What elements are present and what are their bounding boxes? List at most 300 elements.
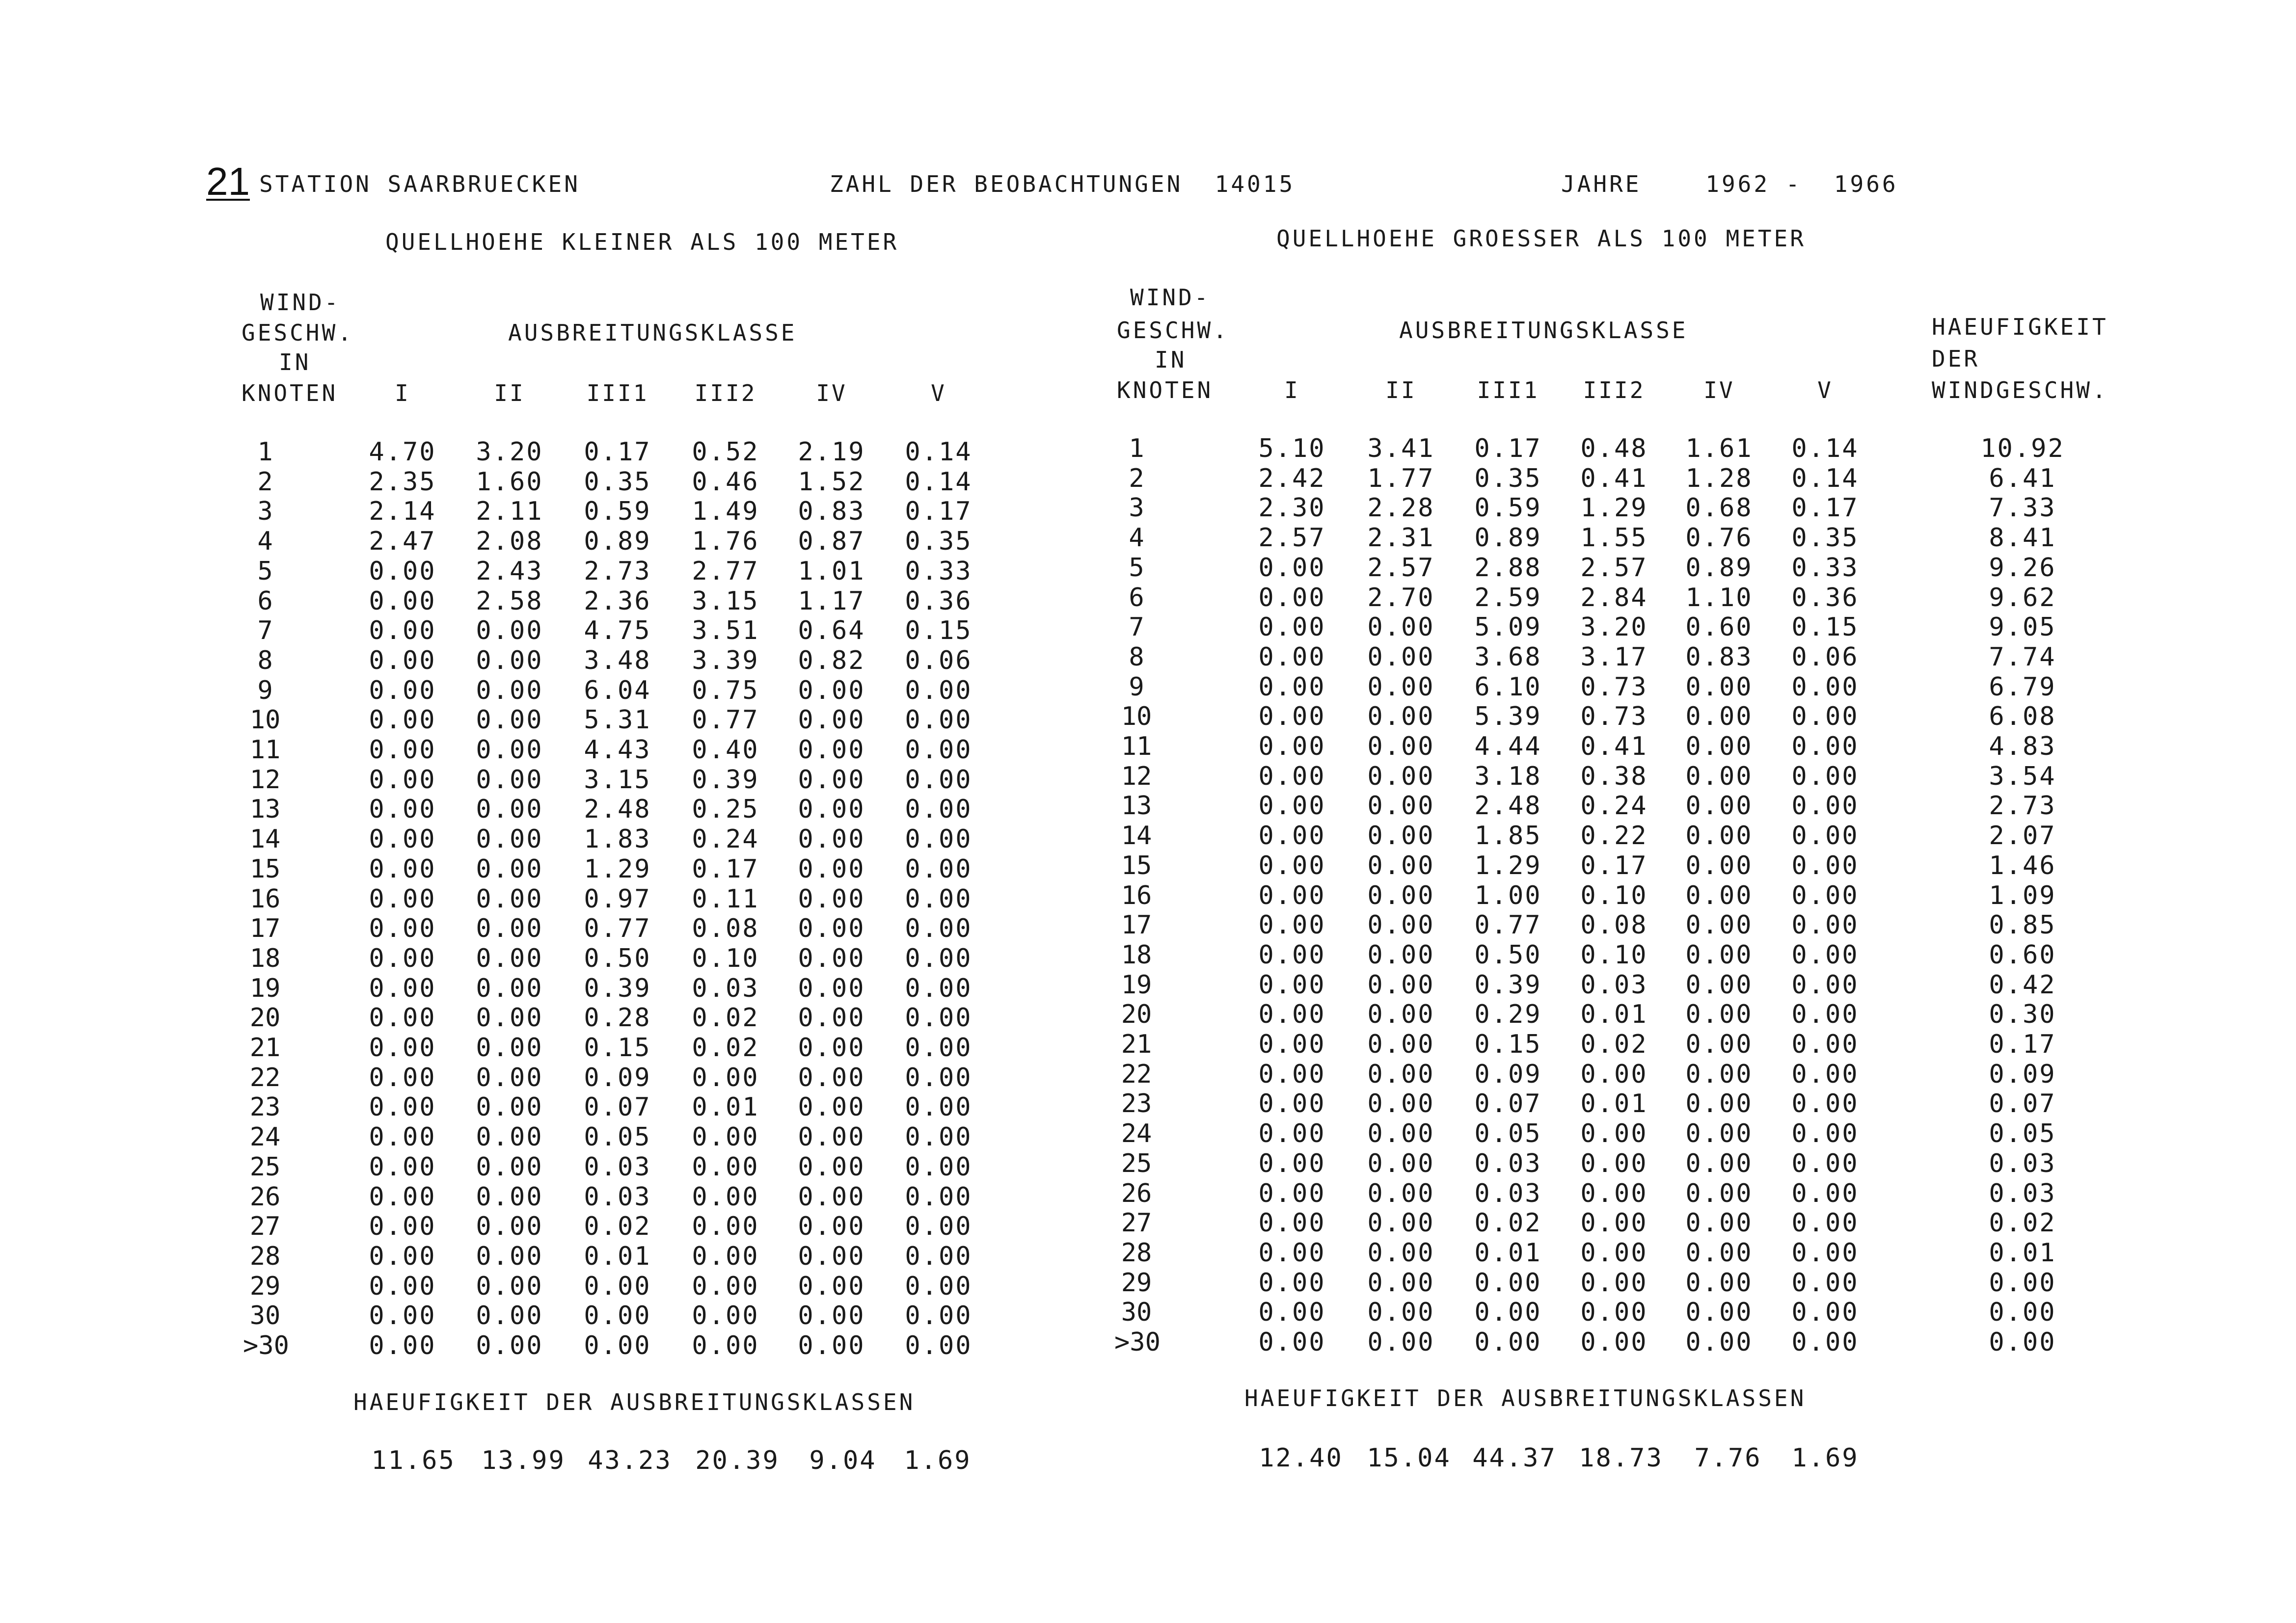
class-value-cell: 0.00 (798, 944, 865, 973)
class-value-cell: 2.57 (1258, 523, 1326, 553)
wind-frequency-cell: 0.00 (1989, 1328, 2056, 1357)
class-value-cell: 1.76 (692, 527, 759, 556)
class-value-cell: 1.00 (1474, 881, 1542, 910)
class-value-cell: 0.00 (369, 1331, 436, 1360)
class-value-cell: 0.00 (369, 854, 436, 884)
class-value-cell: 0.00 (798, 825, 865, 854)
class-value-cell: 0.00 (905, 1272, 972, 1301)
left-wind-header-3: IN (279, 349, 311, 375)
wind-speed-cell: 22 (249, 1063, 281, 1092)
class-value-cell: 0.00 (369, 616, 436, 645)
class-value-cell: 0.00 (369, 1092, 436, 1122)
class-value-cell: 0.02 (1580, 1030, 1648, 1059)
class-value-cell: 0.00 (905, 1212, 972, 1241)
class-value-cell: 0.00 (1685, 1298, 1753, 1327)
class-value-cell: 0.17 (1791, 493, 1859, 523)
column-header-iii2: III2 (1583, 377, 1646, 403)
class-value-cell: 0.00 (1791, 881, 1859, 910)
class-value-cell: 0.00 (1685, 1119, 1753, 1148)
class-value-cell: 0.03 (584, 1152, 651, 1182)
wind-speed-cell: 9 (257, 676, 273, 705)
class-value-cell: 0.83 (798, 497, 865, 526)
class-value-cell: 0.00 (1367, 1298, 1435, 1327)
column-header-i: I (1284, 377, 1300, 403)
class-value-cell: 0.00 (1791, 970, 1859, 1000)
wind-frequency-cell: 9.05 (1989, 612, 2056, 642)
class-value-cell: 0.00 (1791, 851, 1859, 880)
class-value-cell: 0.00 (905, 1122, 972, 1152)
wind-speed-cell: 26 (249, 1182, 281, 1212)
class-value-cell: 0.00 (798, 1212, 865, 1241)
class-value-cell: 2.48 (584, 795, 651, 824)
wind-speed-cell: 22 (1121, 1060, 1152, 1089)
class-value-cell: 3.48 (584, 646, 651, 675)
station-name: STATION SAARBRUECKEN (259, 171, 580, 197)
class-value-cell: 0.00 (1685, 1089, 1753, 1118)
class-value-cell: 0.00 (1685, 940, 1753, 970)
class-value-cell: 0.00 (369, 586, 436, 616)
class-value-cell: 0.00 (1791, 1208, 1859, 1238)
wind-speed-cell: 29 (1121, 1268, 1152, 1298)
class-value-cell: 0.00 (692, 1063, 759, 1092)
class-value-cell: 0.39 (584, 974, 651, 1003)
class-value-cell: 0.00 (476, 1212, 543, 1241)
class-value-cell: 0.15 (584, 1033, 651, 1063)
class-value-cell: 0.00 (369, 735, 436, 765)
class-value-cell: 2.36 (584, 586, 651, 616)
class-value-cell: 3.18 (1474, 762, 1542, 791)
class-value-cell: 0.00 (369, 884, 436, 914)
class-value-cell: 0.00 (798, 1152, 865, 1182)
wind-speed-cell: 16 (1121, 881, 1152, 910)
class-total-cell: 15.04 (1367, 1443, 1451, 1473)
class-value-cell: 0.00 (1258, 1328, 1326, 1357)
class-value-cell: 0.00 (798, 765, 865, 795)
class-value-cell: 0.02 (692, 1003, 759, 1033)
class-value-cell: 0.00 (1791, 940, 1859, 970)
class-value-cell: 0.00 (369, 1003, 436, 1033)
class-value-cell: 0.35 (1474, 464, 1542, 493)
class-value-cell: 0.00 (369, 1182, 436, 1212)
wind-speed-cell: 1 (257, 437, 273, 467)
class-value-cell: 0.00 (798, 1301, 865, 1330)
wind-frequency-cell: 0.17 (1989, 1030, 2056, 1059)
class-value-cell: 0.00 (1685, 1208, 1753, 1238)
class-value-cell: 0.00 (369, 1272, 436, 1301)
class-total-cell: 1.69 (1791, 1443, 1859, 1473)
class-value-cell: 2.59 (1474, 583, 1542, 612)
class-value-cell: 0.28 (584, 1003, 651, 1033)
class-value-cell: 0.00 (798, 1182, 865, 1212)
column-header-iii1: III1 (586, 380, 649, 406)
class-value-cell: 0.00 (1791, 1328, 1859, 1357)
wind-speed-cell: >30 (243, 1331, 289, 1360)
wind-speed-cell: 27 (1121, 1208, 1152, 1238)
class-value-cell: 0.00 (1367, 702, 1435, 731)
class-value-cell: 1.29 (1474, 851, 1542, 880)
wind-speed-cell: 8 (257, 646, 273, 675)
class-value-cell: 0.00 (369, 705, 436, 735)
class-value-cell: 0.00 (798, 1003, 865, 1033)
class-value-cell: 0.00 (476, 1063, 543, 1092)
class-value-cell: 0.00 (1685, 702, 1753, 731)
wind-speed-cell: 18 (249, 944, 281, 973)
right-wind-header-2: GESCHW. (1117, 317, 1229, 344)
wind-frequency-cell: 8.41 (1989, 523, 2056, 553)
class-value-cell: 3.39 (692, 646, 759, 675)
class-value-cell: 0.14 (1791, 434, 1859, 463)
right-class-header: AUSBREITUNGSKLASSE (1399, 317, 1688, 344)
wind-speed-cell: 24 (1121, 1119, 1152, 1148)
wind-frequency-cell: 0.09 (1989, 1060, 2056, 1089)
class-value-cell: 0.00 (1580, 1060, 1648, 1089)
class-value-cell: 0.00 (1685, 1179, 1753, 1208)
class-value-cell: 0.00 (584, 1272, 651, 1301)
class-value-cell: 0.00 (476, 735, 543, 765)
class-value-cell: 0.00 (476, 1242, 543, 1271)
class-value-cell: 0.02 (692, 1033, 759, 1063)
wind-frequency-cell: 0.01 (1989, 1238, 2056, 1268)
class-value-cell: 0.00 (1367, 1119, 1435, 1148)
observation-count: ZAHL DER BEOBACHTUNGEN 14015 (830, 171, 1296, 197)
class-value-cell: 0.02 (1474, 1208, 1542, 1238)
class-value-cell: 0.00 (1258, 1119, 1326, 1148)
class-value-cell: 0.00 (905, 705, 972, 735)
class-value-cell: 1.29 (1580, 493, 1648, 523)
wind-speed-cell: 19 (249, 974, 281, 1003)
class-value-cell: 0.00 (798, 1033, 865, 1063)
right-wind-header-4: KNOTEN (1117, 377, 1214, 403)
right-wind-header-3: IN (1155, 346, 1187, 373)
class-value-cell: 0.09 (584, 1063, 651, 1092)
class-value-cell: 0.00 (1258, 1179, 1326, 1208)
class-value-cell: 0.68 (1685, 493, 1753, 523)
wind-frequency-cell: 0.60 (1989, 940, 2056, 970)
class-value-cell: 0.00 (798, 974, 865, 1003)
class-value-cell: 0.00 (1258, 702, 1326, 731)
wind-speed-cell: 28 (1121, 1238, 1152, 1268)
class-value-cell: 0.00 (1685, 1060, 1753, 1089)
class-value-cell: 0.00 (1258, 851, 1326, 880)
class-value-cell: 0.00 (1685, 1149, 1753, 1178)
class-value-cell: 0.00 (1474, 1328, 1542, 1357)
class-value-cell: 0.00 (1258, 910, 1326, 940)
class-value-cell: 0.03 (692, 974, 759, 1003)
class-value-cell: 0.00 (476, 1272, 543, 1301)
class-value-cell: 0.00 (476, 884, 543, 914)
wind-speed-cell: 15 (1121, 851, 1152, 880)
class-value-cell: 0.59 (1474, 493, 1542, 523)
class-value-cell: 2.57 (1580, 553, 1648, 583)
class-value-cell: 0.48 (1580, 434, 1648, 463)
class-value-cell: 0.15 (1791, 612, 1859, 642)
class-value-cell: 0.11 (692, 884, 759, 914)
class-value-cell: 0.08 (692, 914, 759, 943)
class-value-cell: 2.28 (1367, 493, 1435, 523)
class-total-cell: 12.40 (1259, 1443, 1343, 1473)
wind-speed-cell: 16 (249, 884, 281, 914)
class-value-cell: 0.00 (1474, 1268, 1542, 1298)
class-value-cell: 0.00 (1367, 1208, 1435, 1238)
class-value-cell: 0.59 (584, 497, 651, 526)
class-value-cell: 2.77 (692, 557, 759, 586)
class-value-cell: 0.00 (798, 1331, 865, 1360)
class-value-cell: 0.00 (369, 1242, 436, 1271)
class-value-cell: 0.17 (692, 854, 759, 884)
class-value-cell: 0.00 (1367, 672, 1435, 702)
class-value-cell: 0.00 (1258, 1298, 1326, 1327)
wind-frequency-cell: 0.85 (1989, 910, 2056, 940)
class-value-cell: 0.00 (1367, 1328, 1435, 1357)
class-value-cell: 1.61 (1685, 434, 1753, 463)
wind-frequency-cell: 0.05 (1989, 1119, 2056, 1148)
wind-speed-cell: 21 (249, 1033, 281, 1063)
wind-speed-cell: 10 (249, 705, 281, 735)
wind-frequency-cell: 0.07 (1989, 1089, 2056, 1118)
class-value-cell: 0.00 (905, 1182, 972, 1212)
class-value-cell: 0.00 (905, 1331, 972, 1360)
class-total-cell: 44.37 (1472, 1443, 1557, 1473)
wind-frequency-cell: 0.42 (1989, 970, 2056, 1000)
wind-frequency-cell: 2.07 (1989, 821, 2056, 851)
class-value-cell: 1.10 (1685, 583, 1753, 612)
class-value-cell: 0.25 (692, 795, 759, 824)
page-number: 21 (206, 160, 250, 203)
class-value-cell: 2.42 (1258, 464, 1326, 493)
class-value-cell: 0.00 (1580, 1268, 1648, 1298)
class-value-cell: 0.00 (905, 854, 972, 884)
class-value-cell: 0.29 (1474, 1000, 1542, 1029)
wind-speed-cell: 17 (1121, 910, 1152, 940)
class-value-cell: 0.00 (1367, 1089, 1435, 1118)
wind-frequency-cell: 0.03 (1989, 1179, 2056, 1208)
class-value-cell: 0.50 (1474, 940, 1542, 970)
class-value-cell: 0.00 (369, 795, 436, 824)
class-value-cell: 0.00 (798, 705, 865, 735)
class-value-cell: 0.00 (1474, 1298, 1542, 1327)
wind-speed-cell: 11 (249, 735, 281, 765)
left-wind-header-1: WIND- (260, 289, 341, 316)
class-value-cell: 1.01 (798, 557, 865, 586)
wind-frequency-cell: 10.92 (1980, 434, 2065, 463)
class-value-cell: 0.00 (369, 974, 436, 1003)
year-range: JAHRE 1962 - 1966 (1561, 171, 1898, 197)
class-value-cell: 0.00 (369, 1033, 436, 1063)
class-value-cell: 0.50 (584, 944, 651, 973)
class-value-cell: 0.00 (1258, 1000, 1326, 1029)
class-value-cell: 0.00 (1791, 1060, 1859, 1089)
wind-speed-cell: 26 (1121, 1179, 1152, 1208)
class-value-cell: 0.00 (905, 1063, 972, 1092)
class-value-cell: 0.00 (1685, 1268, 1753, 1298)
class-value-cell: 0.00 (798, 1063, 865, 1092)
class-value-cell: 0.14 (905, 437, 972, 467)
class-value-cell: 1.28 (1685, 464, 1753, 493)
class-value-cell: 0.00 (1791, 1089, 1859, 1118)
class-value-cell: 0.00 (476, 765, 543, 795)
class-value-cell: 0.00 (1685, 672, 1753, 702)
class-value-cell: 5.31 (584, 705, 651, 735)
class-value-cell: 0.00 (369, 1212, 436, 1241)
class-value-cell: 0.00 (1258, 791, 1326, 821)
class-value-cell: 0.00 (905, 914, 972, 943)
wind-speed-cell: 19 (1121, 970, 1152, 1000)
wind-speed-cell: 4 (1129, 523, 1144, 553)
class-value-cell: 5.39 (1474, 702, 1542, 731)
class-value-cell: 0.05 (584, 1122, 651, 1152)
class-value-cell: 0.00 (1258, 672, 1326, 702)
class-value-cell: 0.00 (1367, 791, 1435, 821)
class-value-cell: 0.00 (1580, 1179, 1648, 1208)
class-value-cell: 2.11 (476, 497, 543, 526)
wind-frequency-cell: 0.00 (1989, 1298, 2056, 1327)
class-value-cell: 0.38 (1580, 762, 1648, 791)
class-value-cell: 0.00 (692, 1212, 759, 1241)
class-value-cell: 0.00 (1580, 1238, 1648, 1268)
wind-speed-cell: 11 (1121, 732, 1152, 761)
class-value-cell: 0.05 (1474, 1119, 1542, 1148)
class-value-cell: 0.00 (1367, 851, 1435, 880)
class-value-cell: 0.00 (692, 1331, 759, 1360)
class-value-cell: 0.02 (584, 1212, 651, 1241)
class-value-cell: 0.00 (1258, 612, 1326, 642)
class-value-cell: 0.00 (1685, 881, 1753, 910)
class-value-cell: 0.00 (905, 795, 972, 824)
class-value-cell: 0.73 (1580, 702, 1648, 731)
wind-speed-cell: 17 (249, 914, 281, 943)
class-value-cell: 0.77 (584, 914, 651, 943)
class-value-cell: 0.00 (905, 735, 972, 765)
class-value-cell: 0.00 (476, 854, 543, 884)
class-value-cell: 3.17 (1580, 642, 1648, 672)
class-value-cell: 0.39 (1474, 970, 1542, 1000)
class-value-cell: 0.00 (369, 1301, 436, 1330)
wind-frequency-cell: 2.73 (1989, 791, 2056, 821)
class-value-cell: 0.24 (1580, 791, 1648, 821)
class-value-cell: 0.15 (905, 616, 972, 645)
class-value-cell: 0.60 (1685, 612, 1753, 642)
wind-frequency-cell: 6.79 (1989, 672, 2056, 702)
class-value-cell: 0.89 (1685, 553, 1753, 583)
wind-speed-cell: 23 (249, 1092, 281, 1122)
wind-speed-cell: 4 (257, 527, 273, 556)
class-value-cell: 0.01 (584, 1242, 651, 1271)
class-value-cell: 0.00 (1791, 702, 1859, 731)
class-value-cell: 0.24 (692, 825, 759, 854)
class-value-cell: 0.00 (476, 1033, 543, 1063)
class-value-cell: 0.00 (369, 944, 436, 973)
class-value-cell: 0.14 (905, 467, 972, 497)
class-value-cell: 0.17 (1580, 851, 1648, 880)
class-value-cell: 0.00 (476, 616, 543, 645)
class-value-cell: 0.06 (1791, 642, 1859, 672)
wind-speed-cell: 5 (1129, 553, 1144, 583)
class-value-cell: 0.77 (1474, 910, 1542, 940)
class-value-cell: 1.17 (798, 586, 865, 616)
wind-speed-cell: 7 (1129, 612, 1144, 642)
class-value-cell: 1.52 (798, 467, 865, 497)
class-value-cell: 0.00 (1367, 642, 1435, 672)
class-value-cell: 0.00 (1685, 762, 1753, 791)
class-value-cell: 1.55 (1580, 523, 1648, 553)
class-value-cell: 4.43 (584, 735, 651, 765)
wind-speed-cell: 21 (1121, 1030, 1152, 1059)
wind-speed-cell: 25 (1121, 1149, 1152, 1178)
wind-speed-cell: 28 (249, 1242, 281, 1271)
class-value-cell: 2.30 (1258, 493, 1326, 523)
column-header-ii: II (494, 380, 525, 406)
class-total-cell: 18.73 (1579, 1443, 1663, 1473)
class-value-cell: 0.00 (1258, 940, 1326, 970)
class-value-cell: 0.00 (1685, 1328, 1753, 1357)
wind-speed-cell: 13 (1121, 791, 1152, 821)
wind-speed-cell: 6 (257, 586, 273, 616)
class-total-cell: 7.76 (1694, 1443, 1762, 1473)
wind-speed-cell: 2 (257, 467, 273, 497)
wind-speed-cell: 25 (249, 1152, 281, 1182)
wind-frequency-cell: 1.09 (1989, 881, 2056, 910)
wind-speed-cell: 6 (1129, 583, 1144, 612)
class-value-cell: 0.97 (584, 884, 651, 914)
class-value-cell: 0.08 (1580, 910, 1648, 940)
class-value-cell: 0.01 (1474, 1238, 1542, 1268)
class-value-cell: 0.00 (1258, 1149, 1326, 1178)
class-value-cell: 0.00 (905, 944, 972, 973)
class-value-cell: 0.00 (1685, 1030, 1753, 1059)
class-value-cell: 0.00 (584, 1301, 651, 1330)
class-value-cell: 0.00 (1580, 1119, 1648, 1148)
wind-speed-cell: 15 (249, 854, 281, 884)
class-value-cell: 4.70 (369, 437, 436, 467)
wind-speed-cell: 20 (249, 1003, 281, 1033)
class-value-cell: 0.00 (1685, 1238, 1753, 1268)
class-value-cell: 2.47 (369, 527, 436, 556)
class-value-cell: 0.00 (1258, 1030, 1326, 1059)
right-section-title: QUELLHOEHE GROESSER ALS 100 METER (1276, 225, 1806, 252)
class-value-cell: 0.00 (692, 1122, 759, 1152)
class-value-cell: 0.00 (798, 884, 865, 914)
class-value-cell: 0.03 (1474, 1149, 1542, 1178)
column-header-ii: II (1385, 377, 1417, 403)
class-value-cell: 2.43 (476, 557, 543, 586)
wind-speed-cell: 8 (1129, 642, 1144, 672)
class-value-cell: 0.00 (476, 676, 543, 705)
class-value-cell: 0.00 (798, 1242, 865, 1271)
class-value-cell: 0.00 (476, 914, 543, 943)
wind-frequency-cell: 7.74 (1989, 642, 2056, 672)
class-total-cell: 1.69 (904, 1446, 972, 1475)
wind-speed-cell: 10 (1121, 702, 1152, 731)
class-value-cell: 0.00 (476, 795, 543, 824)
class-value-cell: 2.19 (798, 437, 865, 467)
freq-header-1: HAEUFIGKEIT (1932, 314, 2108, 340)
class-value-cell: 0.10 (692, 944, 759, 973)
wind-speed-cell: 14 (1121, 821, 1152, 851)
class-value-cell: 0.00 (476, 1092, 543, 1122)
wind-speed-cell: 2 (1129, 464, 1144, 493)
class-value-cell: 0.10 (1580, 881, 1648, 910)
class-value-cell: 2.58 (476, 586, 543, 616)
class-value-cell: 0.00 (1791, 672, 1859, 702)
class-value-cell: 0.03 (1474, 1179, 1542, 1208)
class-value-cell: 0.35 (905, 527, 972, 556)
class-value-cell: 0.89 (1474, 523, 1542, 553)
class-value-cell: 0.00 (1685, 910, 1753, 940)
class-value-cell: 0.82 (798, 646, 865, 675)
wind-frequency-cell: 3.54 (1989, 762, 2056, 791)
class-value-cell: 1.60 (476, 467, 543, 497)
class-value-cell: 0.00 (1367, 1149, 1435, 1178)
